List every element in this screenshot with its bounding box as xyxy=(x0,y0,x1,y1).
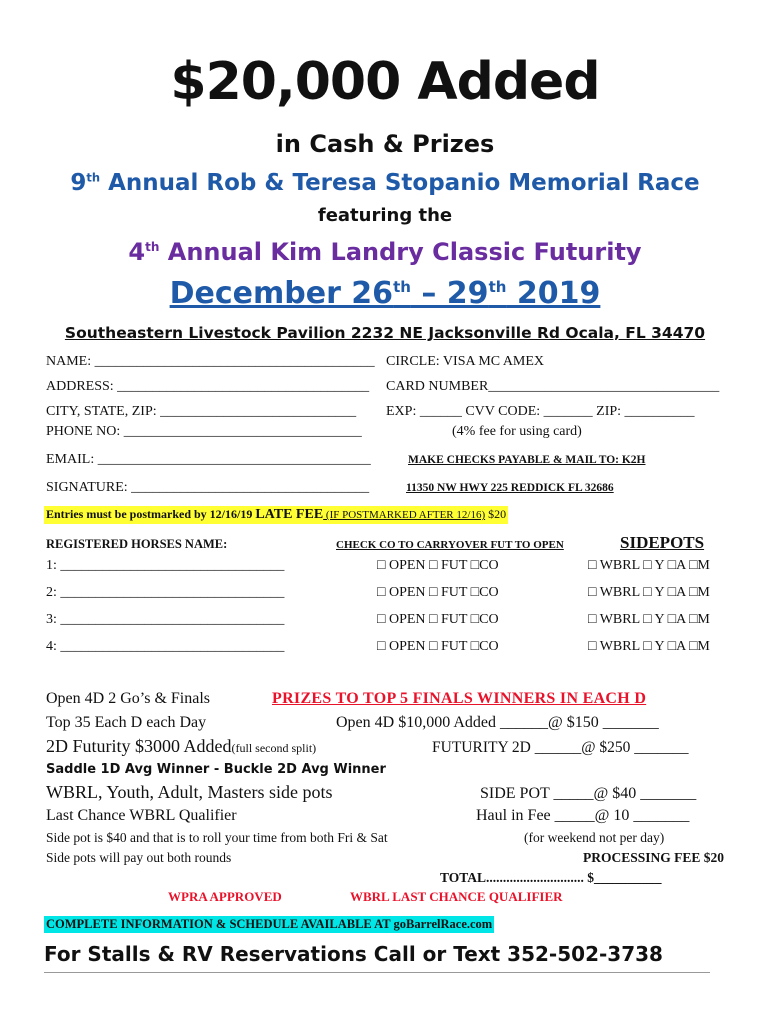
wpra-approved: WPRA APPROVED xyxy=(168,889,282,904)
futurity-title: 4th Annual Kim Landry Classic Futurity xyxy=(128,238,642,266)
address-field[interactable]: ADDRESS: ____________________________________ xyxy=(46,379,370,394)
processing-fee: PROCESSING FEE $20 xyxy=(582,850,724,865)
last-chance-text: Last Chance WBRL Qualifier xyxy=(46,807,237,824)
card-type-select[interactable]: CIRCLE: VISA MC AMEX xyxy=(386,354,545,369)
race-title: 9th Annual Rob & Teresa Stopanio Memorial Race xyxy=(70,170,700,196)
card-fee-note: (4% fee for using card) xyxy=(452,424,582,439)
wbrl-sidepots-text: WBRL, Youth, Adult, Masters side pots xyxy=(46,782,333,802)
stalls-rv-contact: For Stalls & RV Reservations Call or Text 352-502-3738 xyxy=(44,942,710,973)
horse-entry-options[interactable]: □ OPEN □ FUT □CO xyxy=(377,585,499,600)
horse-sidepot-options[interactable]: □ WBRL □ Y □A □M xyxy=(588,612,710,627)
featuring-text: featuring the xyxy=(317,205,453,226)
horse-sidepot-options[interactable]: □ WBRL □ Y □A □M xyxy=(588,639,710,654)
horse-sidepot-options[interactable]: □ WBRL □ Y □A □M xyxy=(588,585,710,600)
horse-name-field[interactable]: 1: ________________________________ xyxy=(46,558,285,573)
venue-address: Southeastern Livestock Pavilion 2232 NE Jacksonville Rd Ocala, FL 34470 xyxy=(64,324,706,342)
prizes-text: PRIZES TO TOP 5 FINALS WINNERS IN EACH D xyxy=(272,690,647,707)
subheadline: in Cash & Prizes xyxy=(275,130,495,158)
sidepots-header: SIDEPOTS xyxy=(620,533,705,552)
horse-entry-options[interactable]: □ OPEN □ FUT □CO xyxy=(377,558,499,573)
signature-field[interactable]: SIGNATURE: __________________________________ xyxy=(46,480,370,495)
saddle-buckle-text: Saddle 1D Avg Winner - Buckle 2D Avg Winner xyxy=(46,762,386,777)
open-4d-text: Open 4D 2 Go’s & Finals xyxy=(46,690,210,707)
postmark-notice: Entries must be postmarked by 12/16/19 LATE FEE (IF POSTMARKED AFTER 12/16) $20 xyxy=(46,507,507,522)
name-field[interactable]: NAME: ________________________________________ xyxy=(46,354,375,369)
schedule-info-link[interactable]: COMPLETE INFORMATION & SCHEDULE AVAILABLE AT goBarrelRace.com xyxy=(46,917,493,931)
weekend-note: (for weekend not per day) xyxy=(524,830,665,845)
top35-text: Top 35 Each D each Day xyxy=(46,714,207,731)
phone-field[interactable]: PHONE NO: __________________________________ xyxy=(46,424,362,439)
horse-entry-options[interactable]: □ OPEN □ FUT □CO xyxy=(377,612,499,627)
headline: $20,000 Added xyxy=(170,52,600,112)
haul-in-fee[interactable]: Haul in Fee _____@ 10 _______ xyxy=(476,807,690,824)
city-state-zip-field[interactable]: CITY, STATE, ZIP: ____________________________ xyxy=(46,404,357,419)
sidepot-entry-fee[interactable]: SIDE POT _____@ $40 _______ xyxy=(480,785,697,802)
sidepot-note: Side pot is $40 and that is to roll your time from both Fri & Sat xyxy=(46,830,388,845)
payout-note: Side pots will pay out both rounds xyxy=(46,850,232,865)
wbrl-last-chance: WBRL LAST CHANCE QUALIFIER xyxy=(350,889,563,904)
horse-name-field[interactable]: 4: ________________________________ xyxy=(46,639,285,654)
event-dates: December 26th – 29th 2019 xyxy=(169,276,601,311)
mailing-address: 11350 NW HWY 225 REDDICK FL 32686 xyxy=(406,482,614,494)
futurity-text: 2D Futurity $3000 Added(full second split) xyxy=(46,736,317,756)
check-options-header: CHECK CO TO CARRYOVER FUT TO OPEN xyxy=(336,539,564,551)
checks-payable: MAKE CHECKS PAYABLE & MAIL TO: K2H xyxy=(408,454,646,466)
futurity-entry-fee[interactable]: FUTURITY 2D ______@ $250 _______ xyxy=(432,739,689,756)
open-entry-fee[interactable]: Open 4D $10,000 Added ______@ $150 _______ xyxy=(336,714,659,731)
total-field[interactable]: TOTAL............................. $__________ xyxy=(440,870,662,885)
horse-name-field[interactable]: 3: ________________________________ xyxy=(46,612,285,627)
horse-entry-options[interactable]: □ OPEN □ FUT □CO xyxy=(377,639,499,654)
horse-sidepot-options[interactable]: □ WBRL □ Y □A □M xyxy=(588,558,710,573)
exp-cvv-zip-field[interactable]: EXP: ______ CVV CODE: _______ ZIP: __________ xyxy=(386,404,695,419)
card-number-field[interactable]: CARD NUMBER_________________________________ xyxy=(386,379,720,394)
email-field[interactable]: EMAIL: _______________________________________ xyxy=(46,452,371,467)
horses-header: REGISTERED HORSES NAME: xyxy=(46,537,228,551)
horse-name-field[interactable]: 2: ________________________________ xyxy=(46,585,285,600)
